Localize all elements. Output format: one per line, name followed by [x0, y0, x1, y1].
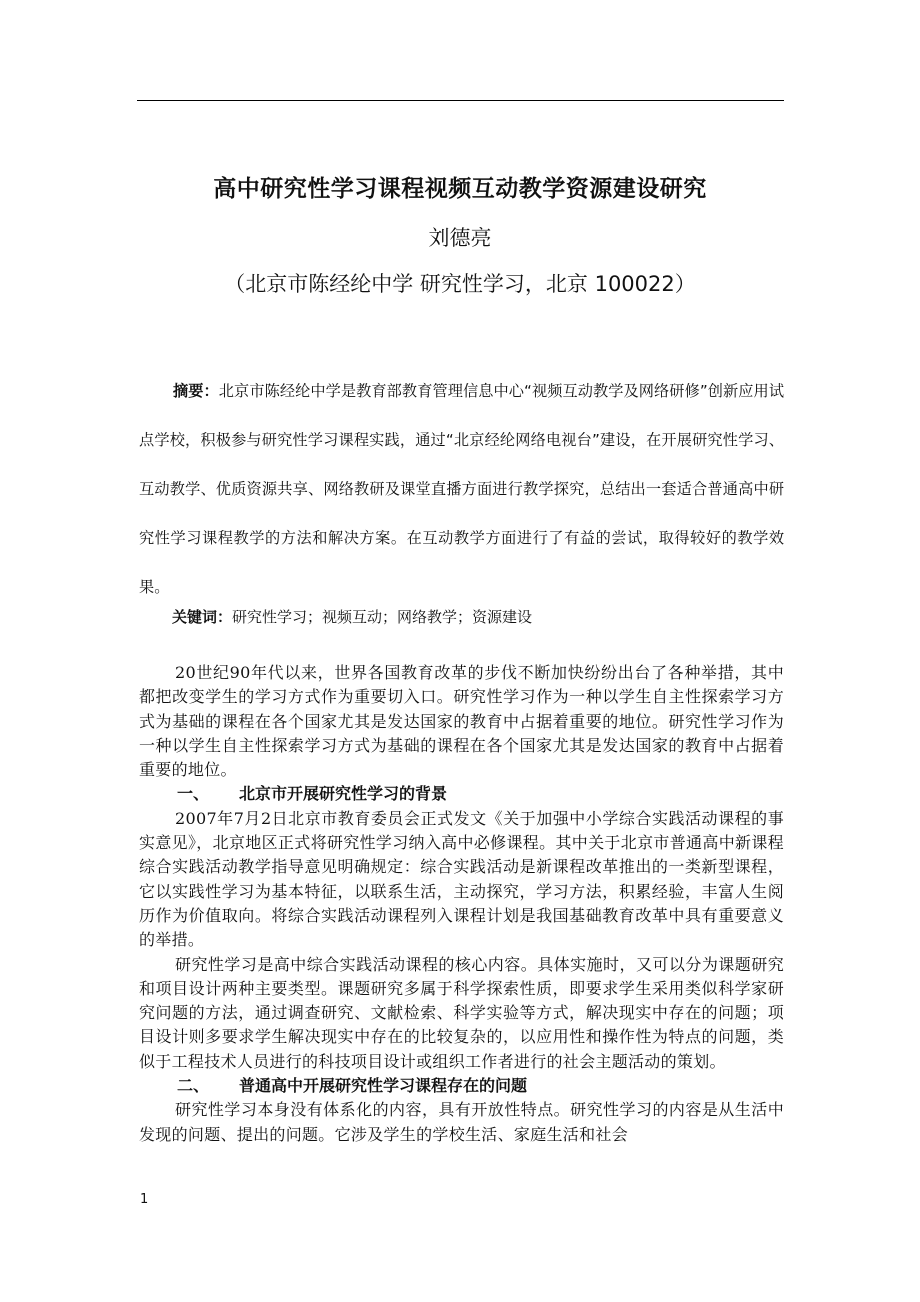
author-name: 刘德亮: [428, 226, 492, 250]
section-number: 二、: [177, 1076, 210, 1096]
section-title: 普通高中开展研究性学习课程存在的问题: [239, 1076, 528, 1096]
section-title: 北京市开展研究性学习的背景: [239, 784, 448, 804]
abstract-text: 北京市陈经纶中学是教育部教育管理信息中心“视频互动教学及网络研修”创新应用试点学校，积极参与研究性学习课程实践，通过“北京经纶网络电视台”建设，在开展研究性学习、互动教学、优质资源共享、网络教研及课堂直播方面进行教学探究，总结出一套适合普通高中研究性学习课程教学的方法和解决方案。在互动教学方面进行了有益的尝试，取得较好的教学效果。: [139, 382, 785, 596]
body-text: [139, 661, 784, 1147]
section-number: 一、: [177, 784, 210, 804]
keywords-text: 研究性学习；视频互动；网络教学；资源建设: [232, 608, 533, 626]
section-heading-2: [139, 1074, 784, 1098]
section-heading-1: [139, 782, 784, 806]
keywords-label: 关键词：: [172, 608, 233, 626]
keywords: [172, 606, 532, 627]
paragraph: 研究性学习是高中综合实践活动课程的核心内容。具体实施时，又可以分为课题研究和项目设计两种主要类型。课题研究多属于科学探索性质，即要求学生采用类似科学家研究问题的方法，通过调查研究、文献检索、科学实验等方式，解决现实中存在的问题；项目设计则多要求学生解决现实中存在的比较复杂的，以应用性和操作性为特点的问题，类似于工程技术人员进行的科技项目设计或组织工作者进行的社会主题活动的策划。: [139, 954, 784, 1071]
paper-title: 高中研究性学习课程视频互动教学资源建设研究: [213, 176, 707, 202]
paragraph: 20世纪90年代以来，世界各国教育改革的步伐不断加快纷纷出台了各种举措，其中都把改变学生的学习方式作为重要切入口。研究性学习作为一种以学生自主性探索学习方式为基础的课程在各个国家尤其是发达国家的教育中占据着重要的地位。研究性学习作为一种以学生自主性探索学习方式为基础的课程在各个国家尤其是发达国家的教育中占据着重要的地位。: [139, 663, 784, 780]
affiliation: （北京市陈经纶中学 研究性学习，北京 100022）: [224, 272, 696, 296]
page-number: 1: [140, 1192, 149, 1207]
paragraph: 2007年7月2日北京市教育委员会正式发文《关于加强中小学综合实践活动课程的事实意见》，北京地区正式将研究性学习纳入高中必修课程。其中关于北京市普通高中新课程综合实践活动教学指导意见明确规定：综合实践活动是新课程改革推出的一类新型课程，它以实践性学习为基本特征，以联系生活，主动探究，学习方法，积累经验，丰富人生阅历作为价值取向。将综合实践活动课程列入课程计划是我国基础教育改革中具有重要意义的举措。: [139, 808, 784, 950]
abstract: [139, 367, 784, 612]
abstract-label: 摘要：: [173, 382, 219, 400]
header-rule: [137, 100, 784, 101]
paragraph: 研究性学习本身没有体系化的内容，具有开放性特点。研究性学习的内容是从生活中发现的问题、提出的问题。它涉及学生的学校生活、家庭生活和社会: [139, 1100, 784, 1144]
